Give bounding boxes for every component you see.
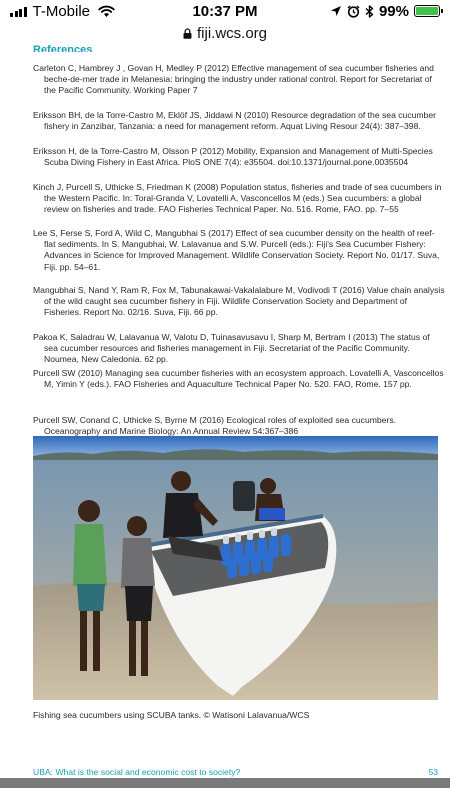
url-text[interactable]: fiji.wcs.org	[196, 24, 267, 42]
bluetooth-icon	[365, 5, 374, 18]
address-bar[interactable]	[0, 22, 450, 44]
footer-title: UBA: What is the social and economic cost to society?	[33, 767, 241, 777]
reference-item: Carleton C, Hambrey J , Govan H, Medley P (2012) Effective management of sea cucumber fisheries and beche-de-mer trade in Melanesia: bringing the industry under rational control. Report for Secretariat of the Pacific Community. Working Paper 7	[33, 63, 434, 96]
location-icon	[330, 5, 342, 17]
status-time: 10:37 PM	[192, 2, 258, 20]
references-heading: References	[33, 44, 93, 52]
status-right	[330, 3, 440, 20]
bottom-toolbar	[0, 778, 450, 800]
carrier-name: T-Mobile	[32, 2, 91, 20]
reference-item: Eriksson BH, de la Torre-Castro M, Eklöf JS, Jiddawi N (2010) Resource degradation of the sea cucumber fishery in Zanzibar, Tanzania: a need for management reform. Aquat Living Resour 24(4): 387–398.	[33, 110, 436, 132]
toolbar-strip	[0, 778, 450, 788]
lock-icon	[183, 28, 192, 39]
signal-icon	[10, 5, 27, 17]
reference-item: Eriksson H, de la Torre-Castro M, Olsson P (2012) Mobility, Expansion and Management of Multi-Species Scuba Diving Fishery in East Africa. PloS ONE 7(4): e35504. doi:10.1371/journal.pone.0035504	[33, 146, 433, 168]
battery-percent: 99%	[378, 2, 409, 20]
status-left	[10, 3, 160, 20]
reference-item: Lee S, Ferse S, Ford A, Wild C, Mangubhai S (2017) Effect of sea cucumber density on the health of reef-flat sediments. In S. Mangubhai, W. Lalavanua and S.W. Purcell (eds.): Fiji's Sea Cucumber Fishery: Advances in Science for Improved Management. Wildlife Conservation Society. Report No. 01/17. Suva, Fiji. pp. 54–61.	[33, 228, 440, 272]
page-footer	[33, 767, 438, 777]
photo-caption: Fishing sea cucumbers using SCUBA tanks. © Watisoni Lalavanua/WCS	[33, 710, 310, 720]
alarm-icon	[347, 5, 360, 18]
reference-item: Mangubhai S, Nand Y, Ram R, Fox M, Tabunakawai-Vakalalabure M, Vodivodi T (2016) Value chain analysis of the wild caught sea cucumber fishery in Fiji. Wildlife Conservation Society and Department of Fisheries. Report No. 02/16. Suva, Fiji. 66 pp.	[33, 285, 445, 318]
battery-level	[416, 7, 438, 15]
photo-illustration	[33, 436, 438, 700]
status-bar	[0, 0, 450, 22]
reference-item: Purcell SW, Conand C, Uthicke S, Byrne M (2016) Ecological roles of exploited sea cucumbers. Oceanography and Marine Biology: An Annual Review 54:367–386	[33, 415, 397, 437]
wifi-icon	[98, 5, 115, 18]
reference-item: Pakoa K, Saladrau W, Lalavanua W, Valotu D, Tuinasavusavu I, Sharp M, Bertram I (2013) The status of sea cucumber resources and fisheries management in Fiji. Secretariat of the Pacific Community. Noumea, New Caledonia. 62 pp.	[33, 332, 430, 365]
battery-icon	[414, 5, 440, 17]
page-number: 53	[428, 767, 438, 777]
reference-item: Kinch J, Purcell S, Uthicke S, Friedman K (2008) Population status, fisheries and trade of sea cucumbers in the Western Pacific. In: Toral-Granda V, Lovatelli A, Vasconcellos M (eds.) Sea cucumbers: a global review on fisheries and trade. FAO Fisheries Technical Paper. No. 516. Rome, FAO. pp. 7–55	[33, 182, 442, 215]
fishing-boat-photo	[33, 436, 438, 700]
reference-item: Purcell SW (2010) Managing sea cucumber fisheries with an ecosystem approach. Lovatelli A, Vasconcellos M, Yimin Y (eds.). FAO Fisheries and Aquaculture Technical Paper No. 520. FAO, Rome. 157 pp.	[33, 368, 444, 390]
